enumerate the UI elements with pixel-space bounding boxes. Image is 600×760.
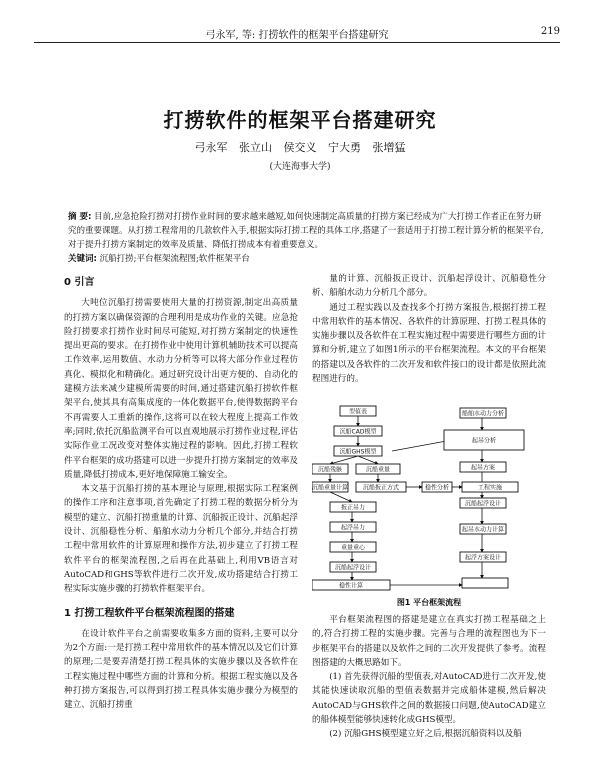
box-label: 沉船GHS模型 [339,448,377,456]
keywords-text: 沉船打捞;平台框架流程图;软件框架平台 [99,254,250,264]
section1-heading: 1 打捞工程软件平台框架流程图的搭建 [64,607,235,619]
right-paragraph: 量的计算、沉船扳正设计、沉船起浮设计、沉船稳性分析、船舶水动力分析几个部分。 [312,274,546,299]
left-column [64,272,298,713]
box-label: 稳性计算 [338,582,364,590]
running-head: 弓永军, 等: 打捞软件的框架平台搭建研究 [205,30,389,41]
section0-heading: 0 引言 [64,277,95,288]
section1-paragraph: 在设计软件平台之前需要收集多方面的资料,主要可以分为2个方面:一是打捞工程中常用软件的基本情况以及它们计算的原理;二是要弄清楚打捞工程具体的实施步骤以及各软件在工程实施过程中哪些方面的计算和分析。根据工程实施以及各种打捞方案报告,可以得到打捞工程具体实施步骤分为模型的建立、沉船打捞重 [64,628,298,711]
box-label: 起浮吊力 [340,524,366,532]
affiliation: (大连海事大学) [269,162,331,172]
box-label: 型值表 [348,408,368,416]
box-label: 船舶水动力分析 [461,410,505,418]
box-label: 起吊水动力计算 [461,526,505,534]
figure-caption: 图1 平台框架流程 [396,598,462,607]
box-label: 沉船残骸 [317,466,343,474]
box-label: 沉船起浮设计 [464,500,502,508]
box-label: 沉船重量计算 [312,484,349,492]
abstract-text: 目前,应急抢险打捞对打捞作业时间的要求越来越短,如何快速制定高质量的打捞方案已经成为广大打捞工作者正在努力研究的重要课题。从打捞工程常用的几款软件入手,根据实际打捞工程的具体工序,搭建了一套适用于打捞工程计算分析的框架平台,对于提升打捞方案制定的效率及质量、降低打捞成本有着重要意义。 [68,212,544,250]
right-paragraph: 通过工程实践以及查找多个打捞方案报告,根据打捞工程中常用软件的基本情况、各软件的计算原理、打捞工程具体的实施步骤以及各软件在工程实施过程中需要进行哪些方面的计算和分析,建立了如图1所示的平台框架流程。本文的平台框架的搭建以及各软件的二次开发和软件接口的设计都是依照此流程图进行的。 [312,302,546,385]
box-label: 沉船扳正方式 [362,484,400,492]
paper-title: 打捞软件的框架平台搭建研究 [163,108,437,132]
right-paragraph: (2) 沉船GHS模型建立好之后,根据沉船资料以及船 [329,729,522,740]
box-label: 沉船重量 [365,466,391,474]
page-number: 219 [540,26,560,37]
box-label: 稳性分析 [424,484,450,492]
box-label: 起吊方案 [470,464,496,472]
running-header [34,24,560,43]
box-label: 沉船CAD模型 [339,428,377,436]
authors: 弓永军 张立山 侯交义 宁大勇 张增猛 [194,141,406,154]
box-label: 起浮方案设计 [464,554,502,562]
box-label: 工程实施 [477,484,503,492]
flowchart [312,402,546,592]
section0-paragraph: 大吨位沉船打捞需要使用大量的打捞资源,制定出高质量的打捞方案以确保资源的合理利用是成功作业的关键。应急抢险打捞要求打捞作业时间尽可能短,对打捞方案制定的快速性提出更高的要求。在打捞作业中使用计算机辅助技术可以提高工作效率,运用数值、水动力分析等可以将大部分作业过程仿真化、模拟化和精确化。通过研究设计出更方便的、自动化的建模方法来减少建模所需要的时间,通过搭建沉船打捞软件框架平台,使其具有高集成度的一体化数据平台,使得数据跨平台不再需要人工重新的操作,这将可以在较大程度上提高工作效率;同时,依托沉船监测平台可以直观地展示打捞作业过程,评估实际作业工况改变对整体实施过程的影响。因此,打捞工程软件平台框架的成功搭建可以进一步提升打捞方案制定的效率及质量,降低打捞成本,更好地保障施工输安全。 [64,298,298,480]
figure-1 [312,402,546,592]
keywords-label: 关键词: [68,254,97,264]
box-label: 起吊分析 [471,437,497,445]
box-label: 扳正吊力 [340,504,366,512]
abstract-block [68,210,546,266]
right-paragraph: 平台框架流程图的搭建是建立在真实打捞工程基础之上的,符合打捞工程的实施步骤。完善与合理的流程图也为下一步框架平台的搭建以及软件之间的二次开发提供了参考。流程图搭建的大概思路如下。 [312,615,546,668]
abstract-label: 摘 要: [68,212,92,222]
section0-paragraph: 本文基于沉船打捞的基本理论与原理,根据实际工程案例的操作工序和注意事项,首先确定了打捞工程的数据分析分为模型的建立、沉船打捞重量的计算、沉船扳正设计、沉船起浮设计、沉船稳性分析、船舶水动力分析几个部分,并结合打捞工程中常用软件的计算原理和操作方法,初步建立了打捞工程软件平台的框架流程图,之后再在此基础上,利用VB语言对AutoCAD和GHS等软件进行二次开发,成功搭建结合打捞工程实际实施步骤的打捞软件框架平台。 [64,484,298,595]
right-paragraph: (1) 首先获得沉船的型值表,对AutoCAD进行二次开发,使其能快速读取沉船的型值表数据并完成船体建模,然后解决AutoCAD与GHS软件之间的数据接口问题,使AutoCAD建立的船体模型能够快速转化成GHS模型。 [312,672,546,726]
box-label: 重量重心 [340,544,366,552]
box-label: 沉船起浮设计 [334,564,372,572]
right-column-top [312,272,546,386]
right-column-bottom [312,613,546,742]
